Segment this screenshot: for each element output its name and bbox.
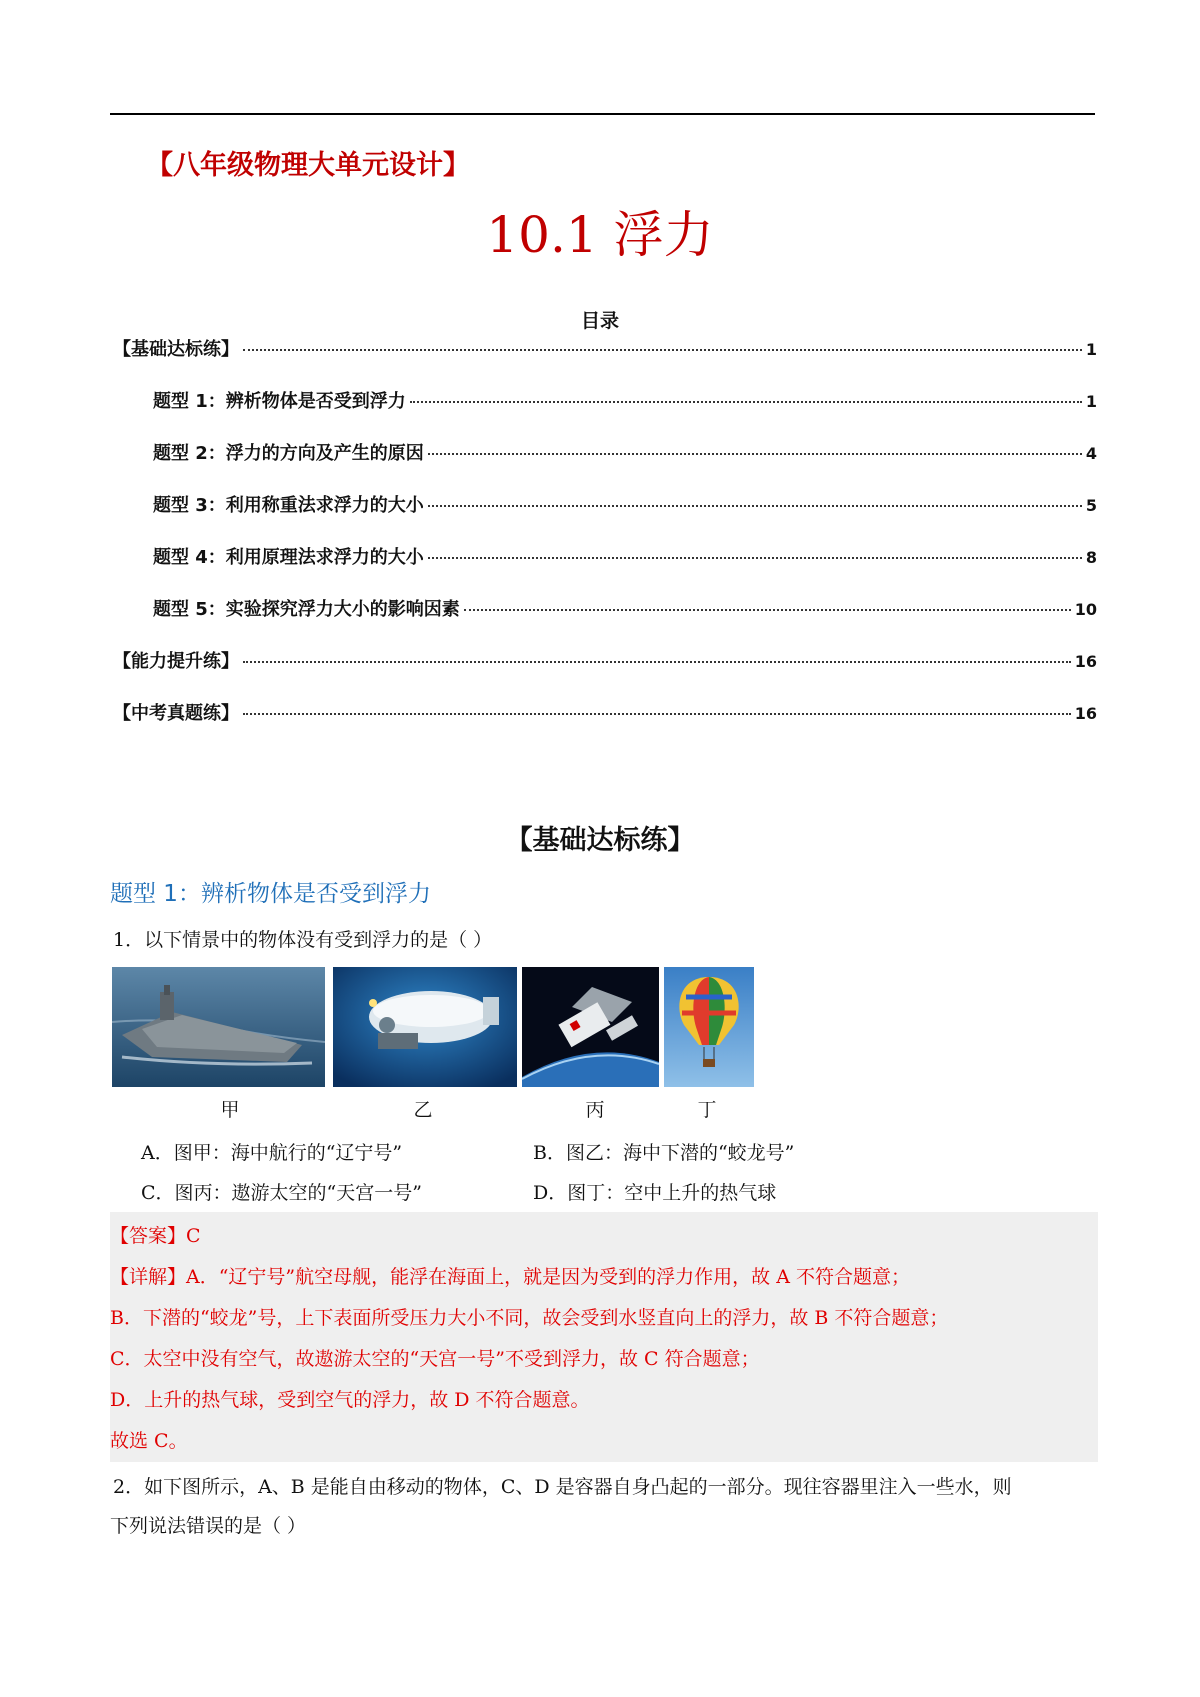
toc-entry-label: 【基础达标练】	[113, 339, 239, 360]
toc-page-number: 16	[1074, 652, 1097, 671]
toc-entry[interactable]	[113, 335, 1097, 361]
toc-page-number: 4	[1085, 444, 1097, 463]
explanation-line: B．下潜的“蛟龙”号，上下表面所受压力大小不同，故会受到水竖直向上的浮力，故 B 不符合题意；	[110, 1307, 949, 1329]
toc-entry-label: 【能力提升练】	[113, 651, 239, 672]
toc-leader	[428, 557, 1082, 559]
toc-leader	[243, 661, 1071, 663]
toc-page-number: 5	[1085, 496, 1097, 515]
toc-entry-label: 题型 2：浮力的方向及产生的原因	[153, 443, 424, 464]
toc-page-number: 1	[1085, 340, 1097, 359]
toc-entry[interactable]	[153, 491, 1097, 517]
explanation-line: 【详解】A．“辽宁号”航空母舰，能浮在海面上，就是因为受到的浮力作用，故 A 不符合题意；	[110, 1266, 910, 1288]
carrier-photo	[112, 967, 325, 1087]
question-2-stem-line2: 下列说法错误的是（ ）	[110, 1515, 307, 1537]
explanation-line: D．上升的热气球，受到空气的浮力，故 D 不符合题意。	[110, 1389, 590, 1411]
toc-page-number: 1	[1085, 392, 1097, 411]
photo-caption: 乙	[413, 1099, 433, 1121]
toc-page-number: 8	[1085, 548, 1097, 567]
toc-leader	[464, 609, 1071, 611]
toc-entry-label: 题型 3：利用称重法求浮力的大小	[153, 495, 424, 516]
toc-entry-label: 题型 5：实验探究浮力大小的影响因素	[153, 599, 460, 620]
toc-page-number: 16	[1074, 704, 1097, 723]
section-heading: 【基础达标练】	[505, 825, 695, 856]
question-2-stem-line1: 2．如下图所示，A、B 是能自由移动的物体，C、D 是容器自身凸起的一部分。现往容器里注入一些水，则	[113, 1476, 1012, 1498]
option-a[interactable]: A．图甲：海中航行的“辽宁号”	[141, 1142, 403, 1164]
toc-entry-label: 【中考真题练】	[113, 703, 239, 724]
toc-page-number: 10	[1074, 600, 1097, 619]
photo-caption: 丙	[585, 1099, 605, 1121]
space-station-photo	[522, 967, 659, 1087]
toc-entry[interactable]	[153, 439, 1097, 465]
hot-air-balloon-photo	[664, 967, 754, 1087]
toc-entry-label: 题型 1：辨析物体是否受到浮力	[153, 391, 406, 412]
header-rule	[110, 113, 1095, 115]
photo-caption: 丁	[697, 1099, 717, 1121]
toc-entry[interactable]	[113, 647, 1097, 673]
option-d[interactable]: D．图丁：空中上升的热气球	[533, 1182, 777, 1204]
toc-leader	[243, 713, 1071, 715]
explanation-line: C．太空中没有空气，故遨游太空的“天宫一号”不受到浮力，故 C 符合题意；	[110, 1348, 760, 1370]
toc-leader	[243, 349, 1082, 351]
conclusion-line: 故选 C。	[110, 1430, 188, 1452]
photo-caption: 甲	[220, 1099, 240, 1121]
answer-panel	[110, 1212, 1098, 1462]
toc-entry[interactable]	[153, 387, 1097, 413]
option-c[interactable]: C．图丙：遨游太空的“天宫一号”	[141, 1182, 422, 1204]
toc-entry-label: 题型 4：利用原理法求浮力的大小	[153, 547, 424, 568]
question-type-heading: 题型 1：辨析物体是否受到浮力	[110, 881, 431, 907]
toc-entry[interactable]	[153, 595, 1097, 621]
series-title: 【八年级物理大单元设计】	[146, 150, 470, 181]
toc-leader	[410, 401, 1082, 403]
toc-leader	[428, 505, 1082, 507]
option-b[interactable]: B．图乙：海中下潜的“蛟龙号”	[533, 1142, 795, 1164]
toc-heading: 目录	[580, 310, 619, 332]
answer-line: 【答案】C	[110, 1225, 201, 1247]
question-1-stem: 1．以下情景中的物体没有受到浮力的是（ ）	[113, 929, 493, 951]
page-title: 10.1 浮力	[486, 206, 714, 264]
toc-entry[interactable]	[153, 543, 1097, 569]
toc-leader	[428, 453, 1082, 455]
submersible-photo	[333, 967, 517, 1087]
toc-entry[interactable]	[113, 699, 1097, 725]
